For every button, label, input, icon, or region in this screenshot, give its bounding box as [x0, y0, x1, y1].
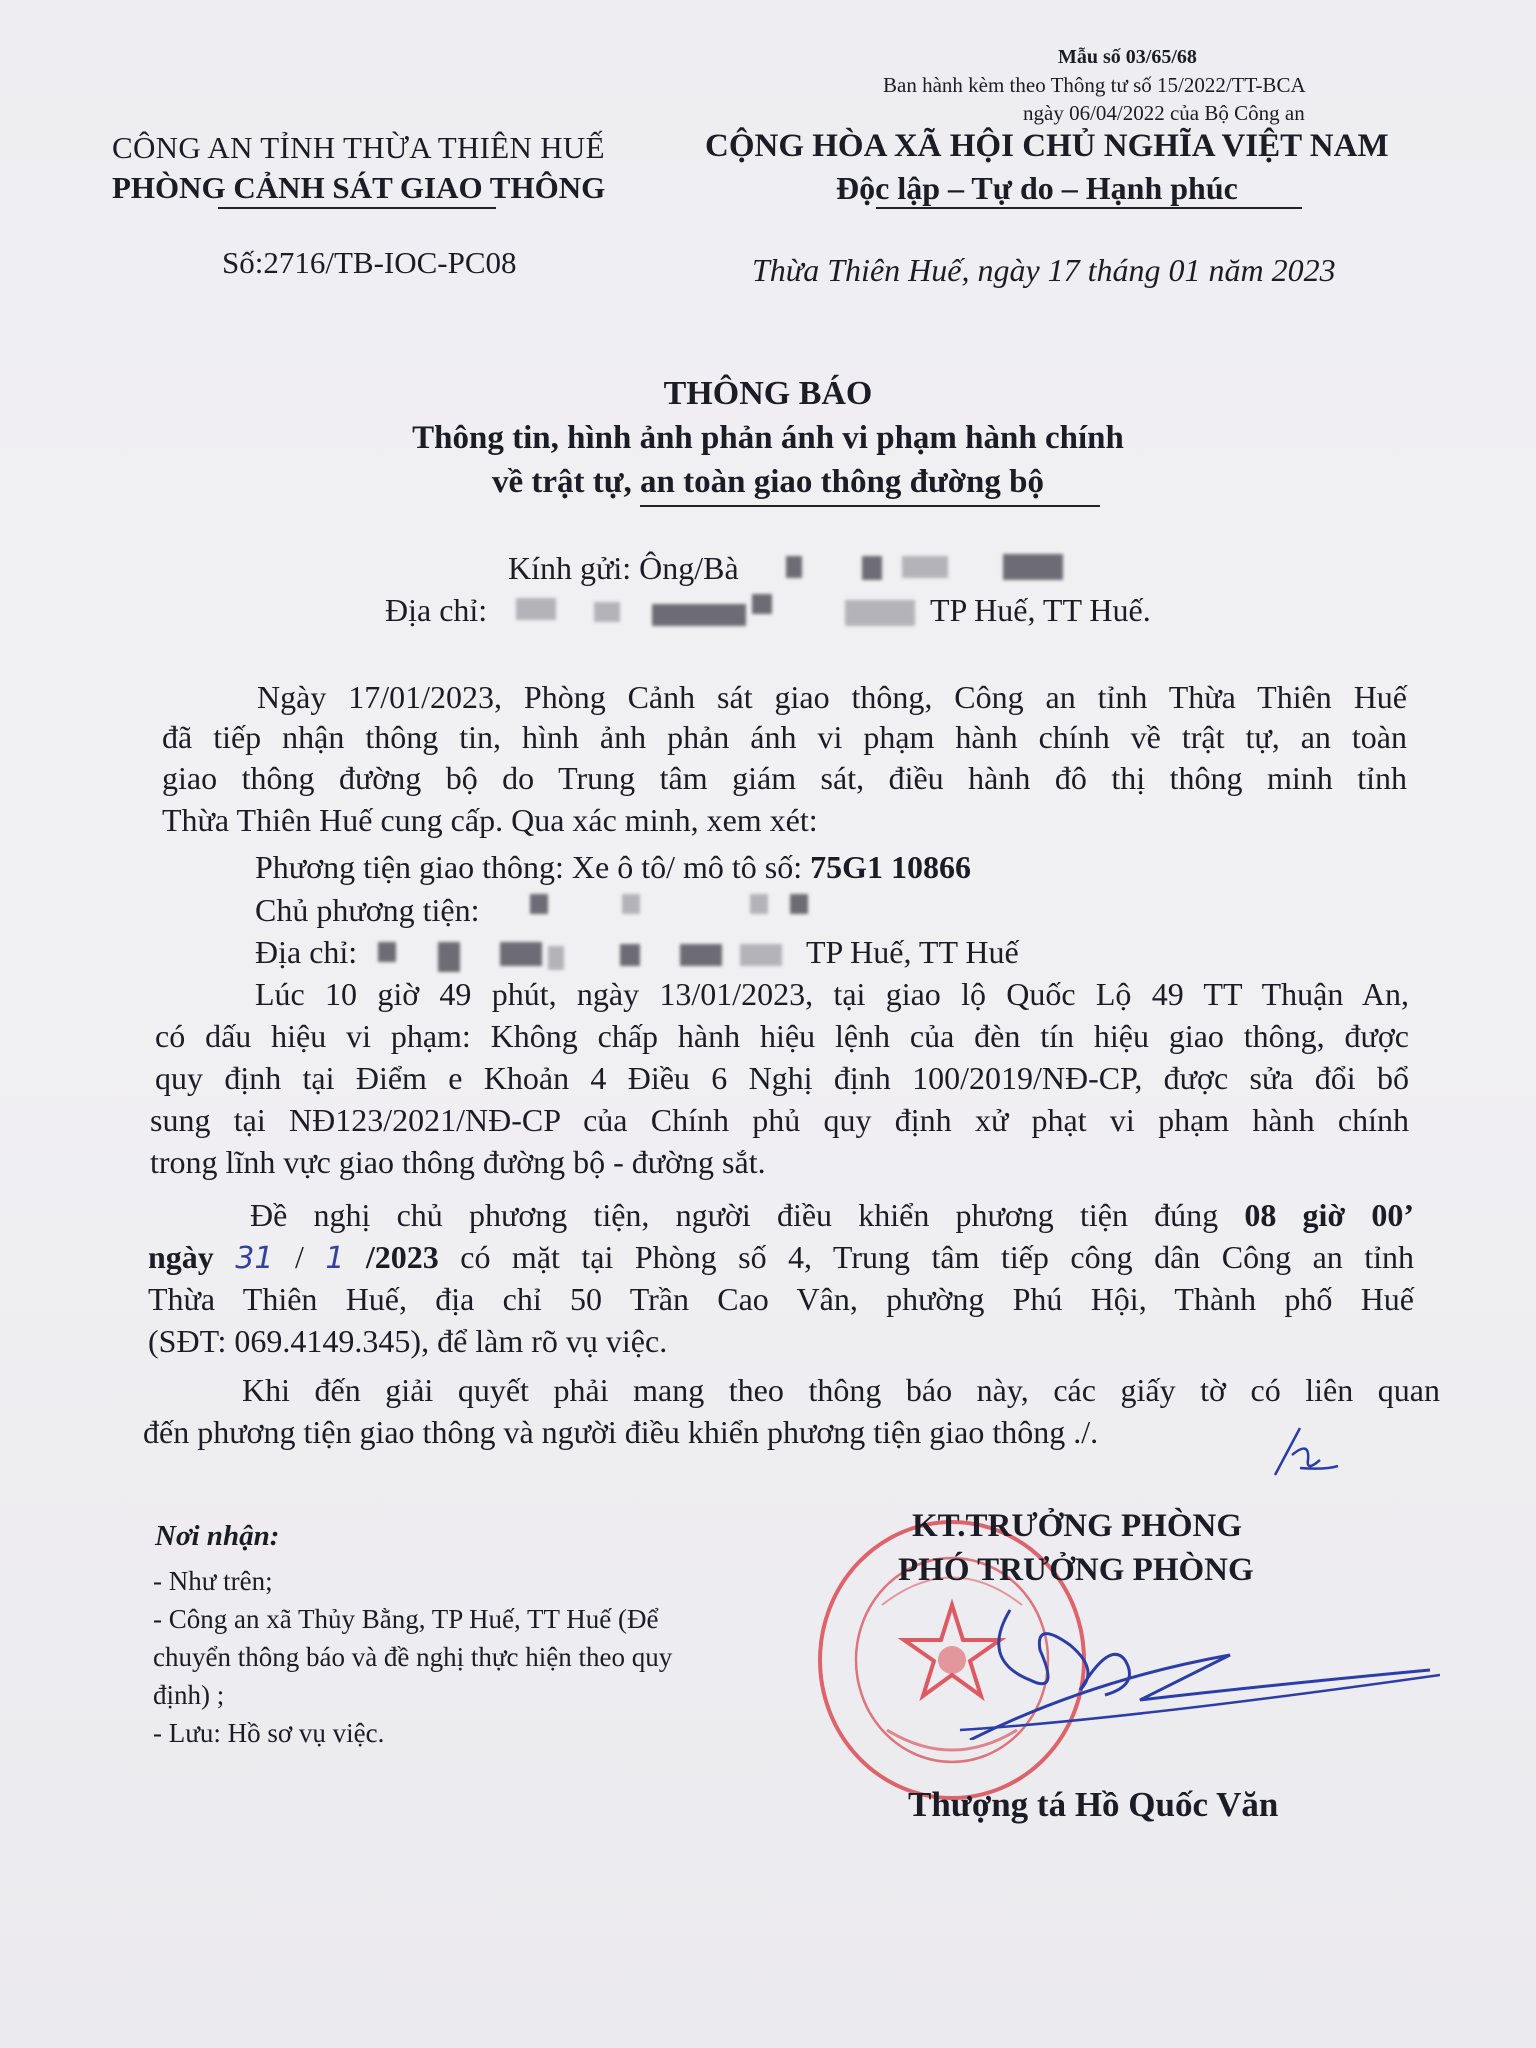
- paragraph-3-line: (SĐT: 069.4149.345), để làm rõ vụ việc.: [148, 1323, 668, 1359]
- redacted-address: [845, 600, 915, 626]
- date-slash: /: [273, 1239, 326, 1275]
- redacted-owner-address: [500, 942, 542, 966]
- recipient-address-tail: TP Huế, TT Huế.: [930, 592, 1151, 628]
- recipient-item: định) ;: [153, 1680, 225, 1710]
- paragraph-1-line: đã tiếp nhận thông tin, hình ảnh phản ánh vi phạm hành chính về trật tự, an toàn: [162, 719, 1407, 755]
- paragraph-2-line: trong lĩnh vực giao thông đường bộ - đường sắt.: [150, 1144, 766, 1180]
- recipient-item: - Như trên;: [153, 1566, 273, 1596]
- signature-title-2: PHÓ TRƯỞNG PHÒNG: [898, 1552, 1254, 1588]
- national-title: CỘNG HÒA XÃ HỘI CHỦ NGHĨA VIỆT NAM: [705, 128, 1389, 164]
- appointment-time: 08 giờ 00’: [1244, 1197, 1415, 1233]
- redacted-owner: [750, 894, 768, 914]
- redacted-owner: [622, 894, 640, 914]
- recipient-address-label: Địa chỉ:: [385, 592, 488, 628]
- redacted-owner-address: [740, 944, 782, 966]
- form-issuance-line: Ban hành kèm theo Thông tư số 15/2022/TT-BCA: [883, 73, 1306, 97]
- vehicle-label: Phương tiện giao thông: Xe ô tô/ mô tô số:: [255, 849, 811, 885]
- redacted-owner-address: [620, 944, 640, 966]
- signer-name: Thượng tá Hồ Quốc Văn: [908, 1785, 1279, 1824]
- paragraph-2-line: sung tại NĐ123/2021/NĐ-CP của Chính phủ quy định xử phạt vi phạm hành chính: [150, 1102, 1409, 1138]
- redacted-name: [902, 556, 948, 578]
- form-issuance-date: ngày 06/04/2022 của Bộ Công an: [1023, 101, 1305, 125]
- recipient-item: chuyển thông báo và đề nghị thực hiện theo quy: [153, 1642, 673, 1672]
- request-text: Đề nghị chủ phương tiện, người điều khiển phương tiện đúng: [250, 1197, 1245, 1233]
- redacted-name: [862, 556, 882, 580]
- redacted-owner-address: [378, 942, 396, 962]
- redacted-owner-address: [548, 946, 564, 970]
- appointment-year: /2023: [365, 1239, 439, 1275]
- subtitle-underline: [640, 505, 1100, 507]
- owner-label: Chủ phương tiện:: [255, 892, 480, 928]
- owner-address-label: Địa chỉ:: [255, 934, 358, 970]
- paragraph-4-line: Khi đến giải quyết phải mang theo thông báo này, các giấy tờ có liên quan: [242, 1372, 1440, 1408]
- paragraph-3-line: [148, 1237, 1414, 1279]
- redacted-address: [516, 598, 556, 620]
- redacted-address: [594, 602, 620, 622]
- paragraph-1-line: Ngày 17/01/2023, Phòng Cảnh sát giao thông, Công an tỉnh Thừa Thiên Huế: [257, 679, 1407, 715]
- redacted-address: [652, 604, 746, 626]
- document-title: THÔNG BÁO: [663, 375, 873, 412]
- agency-underline: [218, 207, 496, 209]
- handwritten-day: 31: [235, 1241, 274, 1276]
- national-motto: Độc lập – Tự do – Hạnh phúc: [836, 170, 1238, 206]
- handwritten-signature: [940, 1600, 1440, 1740]
- recipient-item: - Lưu: Hồ sơ vụ việc.: [153, 1718, 385, 1748]
- vehicle-plate: 75G1 10866: [810, 849, 972, 885]
- redacted-owner-address: [438, 942, 460, 972]
- appointment-place: có mặt tại Phòng số 4, Trung tâm tiếp công dân Công an tỉnh: [438, 1239, 1415, 1275]
- paragraph-2-line: có dấu hiệu vi phạm: Không chấp hành hiệu lệnh của đèn tín hiệu giao thông, được: [155, 1018, 1409, 1054]
- redacted-name: [786, 556, 802, 578]
- motto-underline: [876, 207, 1302, 209]
- paragraph-1-line: Thừa Thiên Huế cung cấp. Qua xác minh, xem xét:: [162, 802, 818, 838]
- appointment-date-label: ngày: [148, 1239, 214, 1275]
- paragraph-2-line: quy định tại Điểm e Khoản 4 Điều 6 Nghị định 100/2019/NĐ-CP, được sửa đổi bổ: [155, 1060, 1409, 1096]
- redacted-owner: [530, 894, 548, 914]
- document-subtitle-1: Thông tin, hình ảnh phản ánh vi phạm hành chính: [412, 420, 1124, 456]
- place-date: Thừa Thiên Huế, ngày 17 tháng 01 năm 2023: [752, 252, 1336, 288]
- agency-parent: CÔNG AN TỈNH THỪA THIÊN HUẾ: [112, 130, 605, 165]
- recipients-title: Nơi nhận:: [155, 1520, 280, 1552]
- paragraph-3-line: Thừa Thiên Huế, địa chỉ 50 Trần Cao Vân, phường Phú Hội, Thành phố Huế: [148, 1281, 1414, 1317]
- document-subtitle-2: về trật tự, an toàn giao thông đường bộ: [491, 464, 1044, 500]
- vehicle-line: [255, 847, 971, 887]
- initial-mark: [1270, 1420, 1340, 1480]
- redacted-address: [752, 594, 772, 614]
- agency-name: PHÒNG CẢNH SÁT GIAO THÔNG: [112, 170, 606, 205]
- owner-address-tail: TP Huế, TT Huế: [806, 934, 1019, 970]
- paragraph-4-line: đến phương tiện giao thông và người điều khiển phương tiện giao thông ./.: [143, 1414, 1099, 1450]
- recipient-item: - Công an xã Thủy Bằng, TP Huế, TT Huế (Để: [153, 1604, 659, 1634]
- document-number: Số:2716/TB-IOC-PC08: [222, 245, 517, 280]
- redacted-owner: [790, 894, 808, 914]
- signature-title-1: KT.TRƯỞNG PHÒNG: [912, 1508, 1242, 1544]
- paragraph-1-line: giao thông đường bộ do Trung tâm giám sát, điều hành đô thị thông minh tỉnh: [162, 760, 1407, 796]
- paragraph-3-line: [250, 1195, 1414, 1235]
- redacted-owner-address: [680, 944, 722, 966]
- handwritten-month: 1: [325, 1241, 345, 1276]
- redacted-name: [1003, 554, 1063, 580]
- form-number: Mẫu số 03/65/68: [1058, 46, 1197, 68]
- paragraph-2-line: Lúc 10 giờ 49 phút, ngày 13/01/2023, tại giao lộ Quốc Lộ 49 TT Thuận An,: [255, 976, 1409, 1012]
- recipient-label: Kính gửi: Ông/Bà: [508, 550, 739, 586]
